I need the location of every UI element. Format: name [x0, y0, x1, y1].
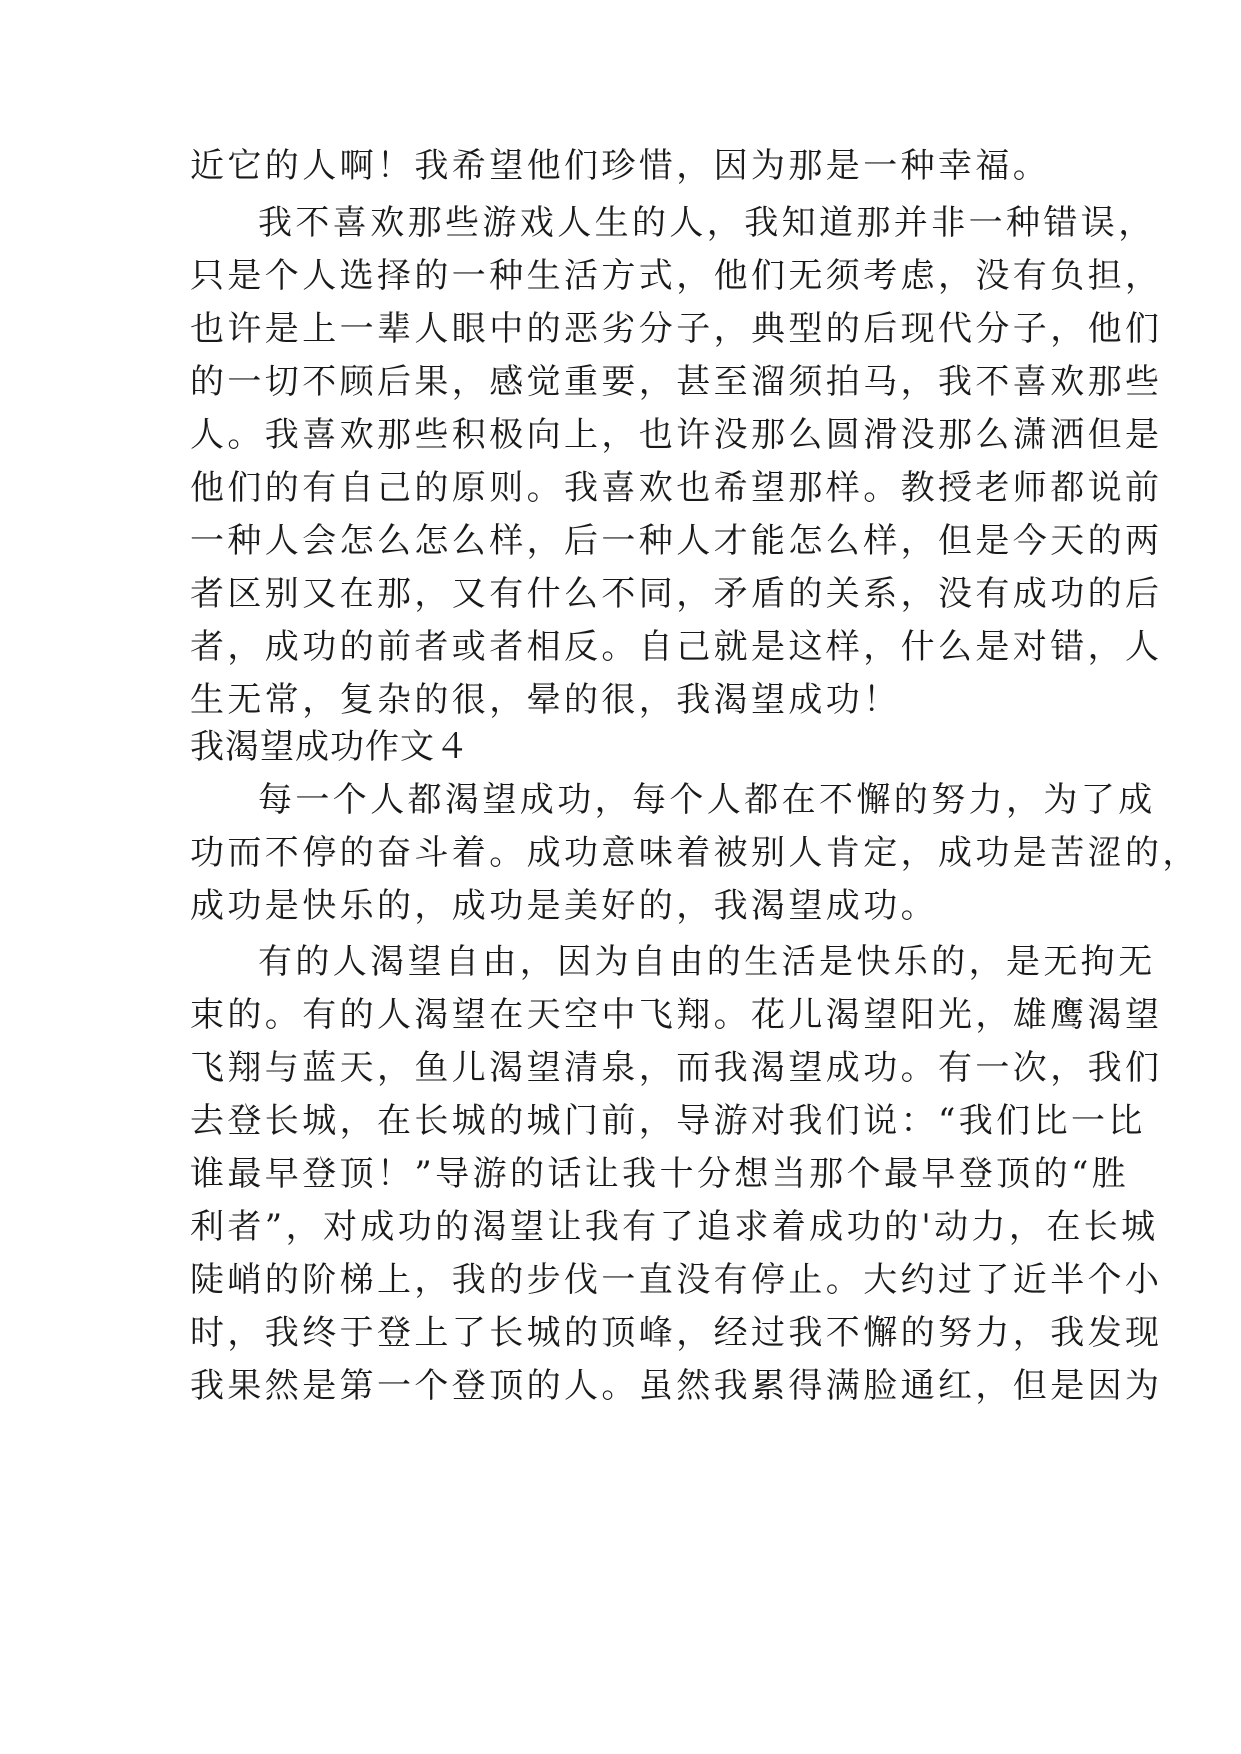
text-line: 飞翔与蓝天，鱼儿渴望清泉，而我渴望成功。有一次，我们	[190, 1048, 1163, 1088]
paragraph-first-line: 每一个人都渴望成功，每个人都在不懈的努力，为了成	[258, 780, 1156, 820]
text-line: 人。我喜欢那些积极向上，也许没那么圆滑没那么潇洒但是	[190, 415, 1163, 455]
text-line: 者，成功的前者或者相反。自己就是这样，什么是对错，人	[190, 627, 1163, 667]
text-line: 一种人会怎么怎么样，后一种人才能怎么样，但是今天的两	[190, 521, 1163, 561]
paragraph-first-line: 有的人渴望自由，因为自由的生活是快乐的，是无拘无	[258, 942, 1156, 982]
section-heading: 我渴望成功作文４	[190, 727, 470, 767]
paragraph-first-line: 我不喜欢那些游戏人生的人，我知道那并非一种错误，	[258, 203, 1156, 243]
text-line: 功而不停的奋斗着。成功意味着被别人肯定，成功是苦涩的，	[190, 833, 1200, 873]
text-line: 的一切不顾后果，感觉重要，甚至溜须拍马，我不喜欢那些	[190, 362, 1163, 402]
text-line: 成功是快乐的，成功是美好的，我渴望成功。	[190, 886, 938, 926]
text-line: 他们的有自己的原则。我喜欢也希望那样。教授老师都说前	[190, 468, 1163, 508]
text-line: 生无常，复杂的很，晕的很，我渴望成功！	[190, 680, 901, 720]
text-line: 利者”，对成功的渴望让我有了追求着成功的'动力，在长城	[190, 1207, 1159, 1247]
text-line: 也许是上一辈人眼中的恶劣分子，典型的后现代分子，他们	[190, 309, 1163, 349]
text-line: 者区别又在那，又有什么不同，矛盾的关系，没有成功的后	[190, 574, 1163, 614]
text-line: 时，我终于登上了长城的顶峰，经过我不懈的努力，我发现	[190, 1313, 1163, 1353]
text-line: 束的。有的人渴望在天空中飞翔。花儿渴望阳光，雄鹰渴望	[190, 995, 1163, 1035]
text-line: 近它的人啊！我希望他们珍惜，因为那是一种幸福。	[190, 146, 1051, 186]
text-line: 只是个人选择的一种生活方式，他们无须考虑，没有负担，	[190, 256, 1163, 296]
text-line: 陡峭的阶梯上，我的步伐一直没有停止。大约过了近半个小	[190, 1260, 1163, 1300]
text-line: 去登长城，在长城的城门前，导游对我们说：“我们比一比	[190, 1101, 1146, 1141]
text-line: 我果然是第一个登顶的人。虽然我累得满脸通红，但是因为	[190, 1366, 1163, 1406]
text-line: 谁最早登顶！”导游的话让我十分想当那个最早登顶的“胜	[190, 1154, 1130, 1194]
